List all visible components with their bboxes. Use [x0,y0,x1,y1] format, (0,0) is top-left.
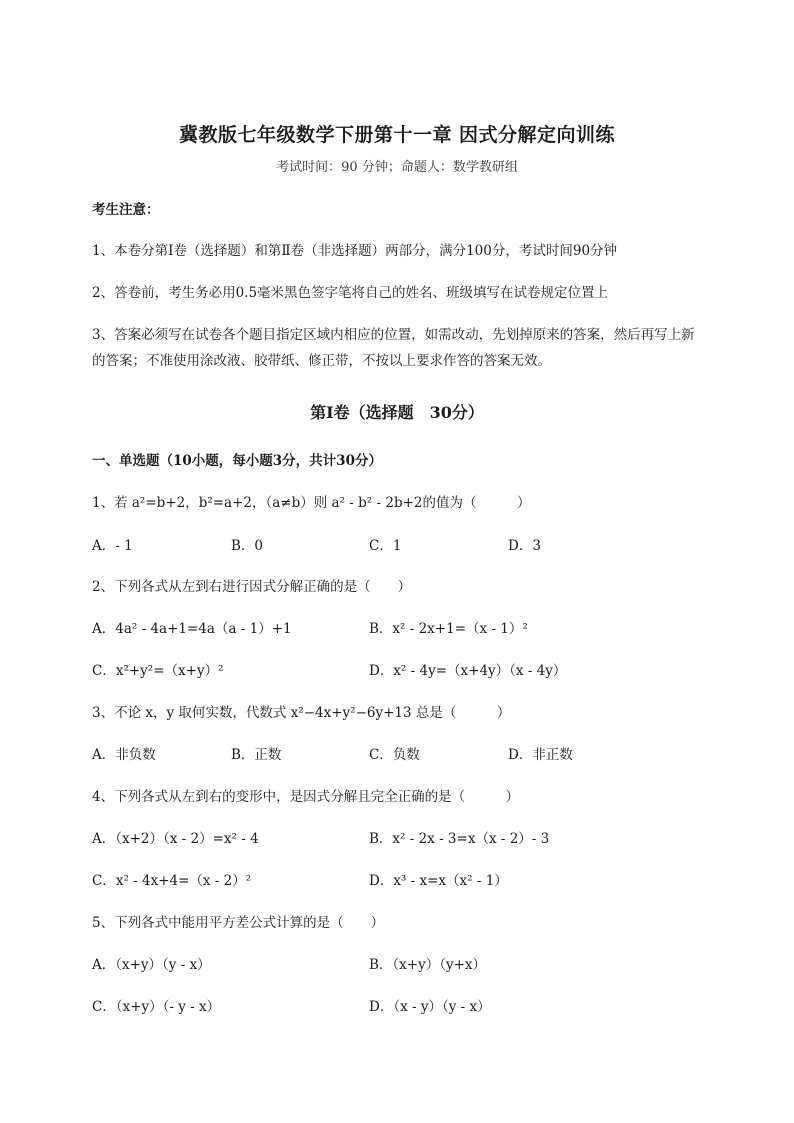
notice-heading: 考生注意： [92,202,160,218]
option-d[interactable]: D．x³ - x=x（x² - 1） [369,873,508,889]
option-b[interactable]: B．（x+y）（y+x） [369,957,487,973]
option-a[interactable]: A．- 1 [92,538,133,554]
question-stem: 2、下列各式从左到右进行因式分解正确的是（ ） [92,579,412,595]
question-stem: 1、若 a²=b+2，b²=a+2，（a≠b）则 a² - b² - 2b+2的值为（ ） [92,495,531,511]
option-c[interactable]: C．负数 [369,747,420,763]
option-a[interactable]: A．（x+2）（x - 2）=x² - 4 [92,831,259,847]
option-c[interactable]: C．1 [369,538,402,554]
option-d[interactable]: D．非正数 [508,747,573,763]
option-b[interactable]: B．x² - 2x - 3=x（x - 2）- 3 [369,831,550,847]
question-stem: 4、下列各式从左到右的变形中，是因式分解且完全正确的是（ ） [92,789,520,805]
notice-item: 的答案；不准使用涂改液、胶带纸、修正带，不按以上要求作答的答案无效。 [92,353,551,369]
option-c[interactable]: C．（x+y）（- y - x） [92,999,221,1015]
notice-item: 1、本卷分第Ⅰ卷（选择题）和第Ⅱ卷（非选择题）两部分，满分100分，考试时间90分钟 [92,243,618,259]
option-d[interactable]: D．x² - 4y=（x+4y）（x - 4y） [369,663,567,679]
notice-item: 3、答案必须写在试卷各个题目指定区域内相应的位置，如需改动，先划掉原来的答案，然后再写上新 [92,327,695,343]
option-a[interactable]: A．（x+y）（y - x） [92,957,211,973]
page-title: 冀教版七年级数学下册第十一章 因式分解定向训练 [178,124,616,146]
option-a[interactable]: A．非负数 [92,747,156,763]
option-d[interactable]: D．3 [508,538,541,554]
part-heading: 一、单选题（10小题，每小题3分，共计30分） [92,453,382,469]
option-b[interactable]: B．x² - 2x+1=（x - 1）² [369,621,528,637]
question-stem: 3、不论 x，y 取何实数，代数式 x²−4x+y²−6y+13 总是（ ） [92,705,511,721]
notice-item: 2、答卷前，考生务必用0.5毫米黑色签字笔将自己的姓名、班级填写在试卷规定位置上 [92,285,609,301]
exam-info: 考试时间：90 分钟；命题人：数学教研组 [276,160,518,175]
option-c[interactable]: C．x²+y²=（x+y）² [92,663,224,679]
option-d[interactable]: D．（x - y）（y - x） [369,999,491,1015]
option-a[interactable]: A．4a² - 4a+1=4a（a - 1）+1 [92,621,292,637]
question-stem: 5、下列各式中能用平方差公式计算的是（ ） [92,915,385,931]
option-b[interactable]: B．正数 [231,747,282,763]
section-title: 第Ⅰ卷（选择题 30分） [310,403,484,422]
option-c[interactable]: C．x² - 4x+4=（x - 2）² [92,873,252,889]
option-b[interactable]: B．0 [231,538,264,554]
